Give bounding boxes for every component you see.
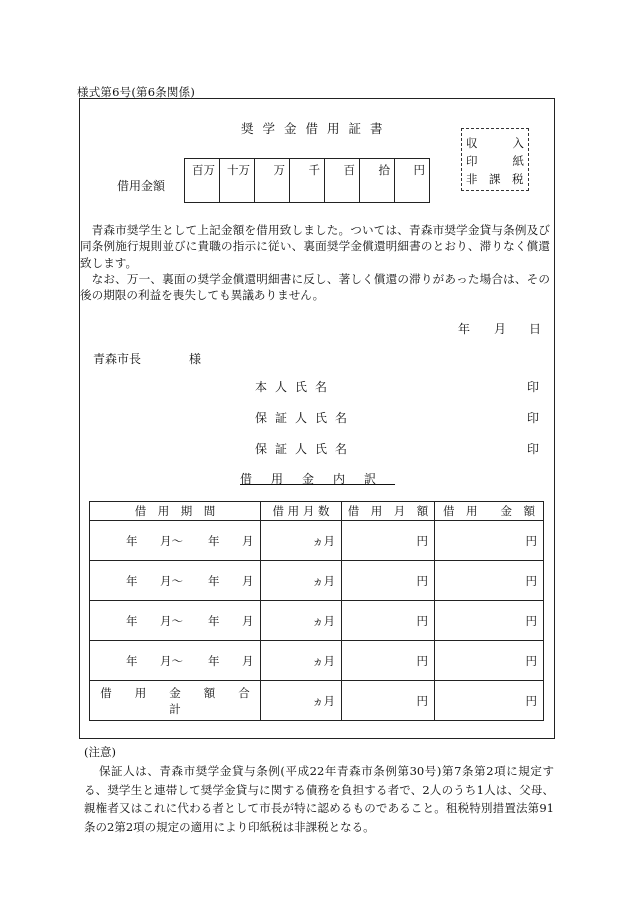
amount-cell[interactable]: 百 [325,159,360,203]
total-amount-cell[interactable]: 円 [435,561,544,601]
table-row [90,601,544,641]
period-cell[interactable]: 年 月〜 年 月 [90,601,261,641]
form-number-label: 様式第6号(第6条関係) [77,85,196,99]
amount-label: 借用金額 [117,179,166,193]
total-row [90,681,544,721]
period-cell[interactable]: 年 月〜 年 月 [90,521,261,561]
months-cell[interactable]: ヵ月 [261,681,342,721]
table-row [90,521,544,561]
monthly-amount-cell[interactable]: 円 [342,521,435,561]
total-amount-cell[interactable]: 円 [435,601,544,641]
seal-mark: 印 [527,411,540,425]
months-cell[interactable]: ヵ月 [261,601,342,641]
header-monthly-amount: 借 用 月 額 [342,502,435,521]
stamp-char: 入 [512,136,524,150]
signature-label-guarantor-2: 保証人氏名 [255,442,356,456]
signature-label-applicant: 本人氏名 [255,380,336,394]
period-cell[interactable]: 年 月〜 年 月 [90,641,261,681]
paragraph-2: なお、万一、裏面の奨学金償還明細書に反し、著しく償還の滞りがあった場合は、その後の期限の利益を喪失しても異議ありません。 [80,272,550,303]
amount-cell[interactable]: 円 [395,159,430,203]
header-months: 借 用 月 数 [261,502,342,521]
amount-cell[interactable]: 百万 [185,159,220,203]
date-month: 月 [494,322,507,336]
loan-breakdown-table [89,501,544,721]
total-amount-cell[interactable]: 円 [435,641,544,681]
document-title: 奨学金借用証書 [241,121,392,136]
months-cell[interactable]: ヵ月 [261,521,342,561]
breakdown-title: 借用金内訳 [240,472,396,486]
paragraph-1: 青森市奨学生として上記金額を借用致しました。ついては、青森市奨学金貸与条例及び同条例施行規則並びに貴職の指示に従い、裏面奨学金償還明細書のとおり、滞りなく償還致します。 [80,223,550,270]
amount-cell[interactable]: 拾 [360,159,395,203]
total-amount-cell[interactable]: 円 [435,681,544,721]
seal-mark: 印 [527,442,540,456]
stamp-tax-exempt: 非 課 税 [466,172,524,186]
period-cell[interactable]: 年 月〜 年 月 [90,561,261,601]
table-row [90,641,544,681]
monthly-amount-cell[interactable]: 円 [342,561,435,601]
note-text: 保証人は、青森市奨学金貸与条例(平成22年青森市条例第30号)第7条第2項に規定する、奨学生と連帯して奨学金貸与に関する債務を負担する者で、2人のうち1人は、父母、親権者又はこれに代わる者として市長が特に認めるものであること。租税特別措置法第91条の2第2項の規定の適用により印紙税は非課税となる。 [84,764,554,834]
date-day: 日 [529,322,542,336]
months-cell[interactable]: ヵ月 [261,641,342,681]
monthly-amount-cell[interactable]: 円 [342,681,435,721]
revenue-stamp-box [461,128,529,191]
amount-cell[interactable]: 千 [290,159,325,203]
stamp-char: 印 [466,154,478,168]
amount-cell[interactable]: 十万 [220,159,255,203]
monthly-amount-cell[interactable]: 円 [342,641,435,681]
date-year: 年 [458,322,471,336]
addressee: 青森市長 [93,352,142,366]
note-heading: (注意) [84,745,116,759]
amount-cell[interactable]: 万 [255,159,290,203]
amount-table [184,158,430,203]
seal-mark: 印 [527,380,540,394]
header-total-amount: 借 用 金 額 [435,502,544,521]
monthly-amount-cell[interactable]: 円 [342,601,435,641]
total-amount-cell[interactable]: 円 [435,521,544,561]
months-cell[interactable]: ヵ月 [261,561,342,601]
total-label: 借 用 金 額 合 計 [90,681,261,721]
header-period: 借 用 期 間 [90,502,261,521]
signature-label-guarantor-1: 保証人氏名 [255,411,356,425]
table-row [90,561,544,601]
honorific: 様 [189,352,202,366]
stamp-char: 紙 [512,154,524,168]
stamp-char: 収 [466,136,478,150]
